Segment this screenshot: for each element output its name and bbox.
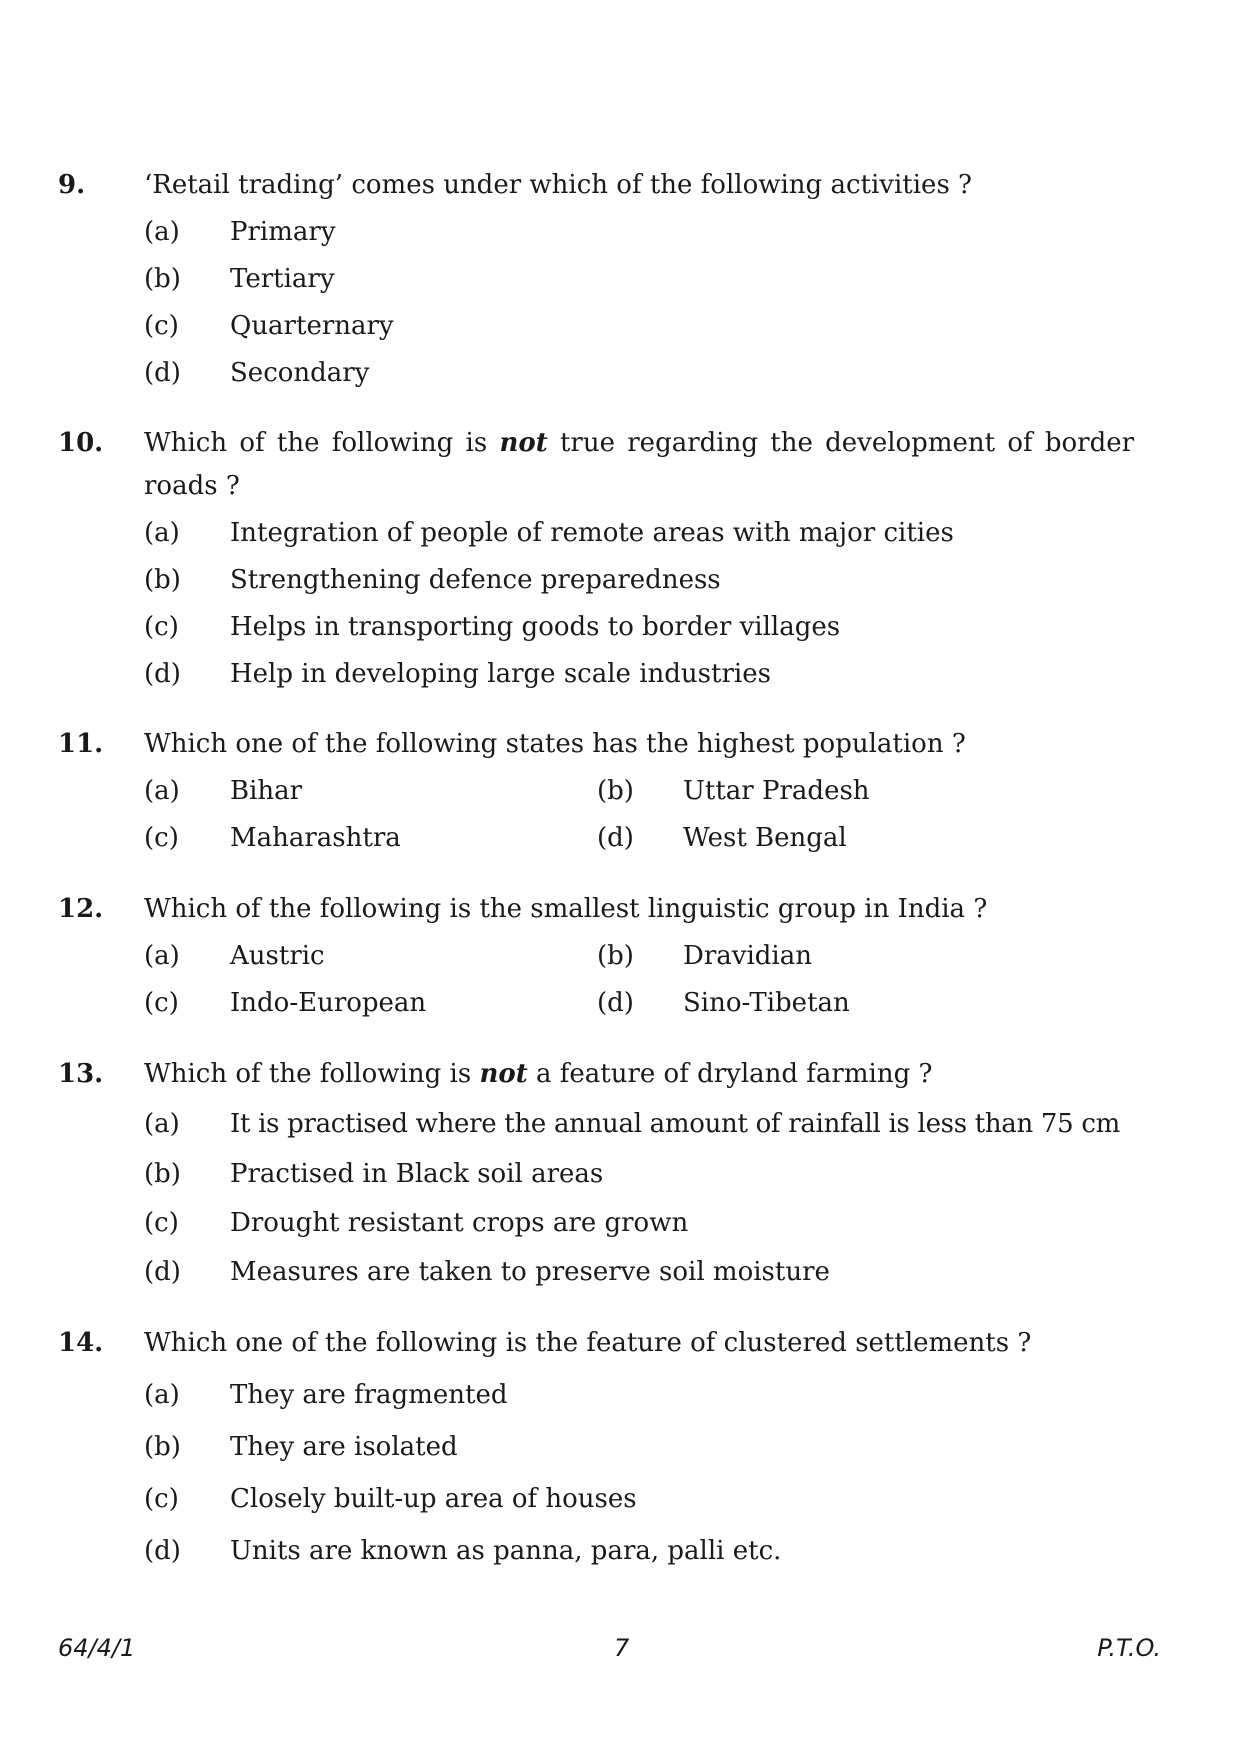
option-text: Strengthening defence preparedness: [230, 565, 721, 595]
option-text: They are fragmented: [230, 1380, 508, 1410]
question-text: Which one of the following states has the highest population ?: [144, 729, 966, 759]
option-label: (a): [144, 1109, 180, 1139]
question-number: 12.: [58, 894, 104, 924]
question-text: Which of the following is not true regarding the development of border: [144, 428, 1135, 458]
option-text: Measures are taken to preserve soil moisture: [230, 1257, 830, 1287]
option-label: (c): [144, 823, 179, 853]
pto-label: P.T.O.: [1097, 1634, 1161, 1662]
option-label: (c): [144, 311, 179, 341]
page-number: 7: [614, 1634, 630, 1662]
option-label: (d): [597, 823, 634, 853]
question-text: Which of the following is not a feature of dryland farming ?: [144, 1059, 933, 1089]
option-label: (b): [144, 1432, 181, 1462]
option-text: Sino-Tibetan: [683, 988, 850, 1018]
option-label: (d): [144, 659, 181, 689]
option-text: Secondary: [230, 358, 370, 388]
option-text: Bihar: [230, 776, 303, 806]
option-text: Uttar Pradesh: [683, 776, 870, 806]
option-text: Quarternary: [230, 311, 394, 341]
option-label: (d): [597, 988, 634, 1018]
option-text: Drought resistant crops are grown: [230, 1208, 689, 1238]
question-number: 13.: [58, 1059, 104, 1089]
option-label: (b): [597, 941, 634, 971]
option-text: Practised in Black soil areas: [230, 1159, 604, 1189]
option-label: (a): [144, 941, 180, 971]
option-text: They are isolated: [230, 1432, 458, 1462]
option-text: Help in developing large scale industries: [230, 659, 771, 689]
option-label: (c): [144, 1484, 179, 1514]
option-label: (b): [144, 565, 181, 595]
option-label: (b): [144, 1159, 181, 1189]
option-label: (a): [144, 518, 180, 548]
emphasis-text: not: [499, 428, 548, 458]
option-label: (b): [144, 264, 181, 294]
option-label: (d): [144, 1536, 181, 1566]
option-label: (d): [144, 1257, 181, 1287]
option-label: (c): [144, 1208, 179, 1238]
question-number: 10.: [58, 428, 104, 458]
question-number: 11.: [58, 729, 104, 759]
option-text: Units are known as panna, para, palli etc.: [230, 1536, 782, 1566]
option-label: (c): [144, 988, 179, 1018]
option-text: Tertiary: [230, 264, 335, 294]
option-label: (a): [144, 217, 180, 247]
question-text-continued: roads ?: [144, 471, 240, 501]
option-label: (d): [144, 358, 181, 388]
option-text: Helps in transporting goods to border villages: [230, 612, 841, 642]
option-label: (a): [144, 776, 180, 806]
emphasis-text: not: [479, 1059, 528, 1089]
option-text: Indo-European: [230, 988, 427, 1018]
option-text: Austric: [230, 941, 325, 971]
question-text: Which of the following is the smallest linguistic group in India ?: [144, 894, 988, 924]
paper-code: 64/4/1: [58, 1634, 136, 1662]
option-text: It is practised where the annual amount of rainfall is less than 75 cm: [230, 1109, 1120, 1139]
option-text: Dravidian: [683, 941, 812, 971]
question-number: 9.: [58, 170, 86, 200]
question-text: Which one of the following is the feature of clustered settlements ?: [144, 1328, 1032, 1358]
question-text: ‘Retail trading’ comes under which of the following activities ?: [144, 170, 972, 200]
option-label: (a): [144, 1380, 180, 1410]
question-number: 14.: [58, 1328, 104, 1358]
option-label: (b): [597, 776, 634, 806]
option-label: (c): [144, 612, 179, 642]
option-text: Closely built-up area of houses: [230, 1484, 637, 1514]
option-text: Maharashtra: [230, 823, 401, 853]
option-text: West Bengal: [683, 823, 847, 853]
option-text: Integration of people of remote areas with major cities: [230, 518, 954, 548]
option-text: Primary: [230, 217, 336, 247]
